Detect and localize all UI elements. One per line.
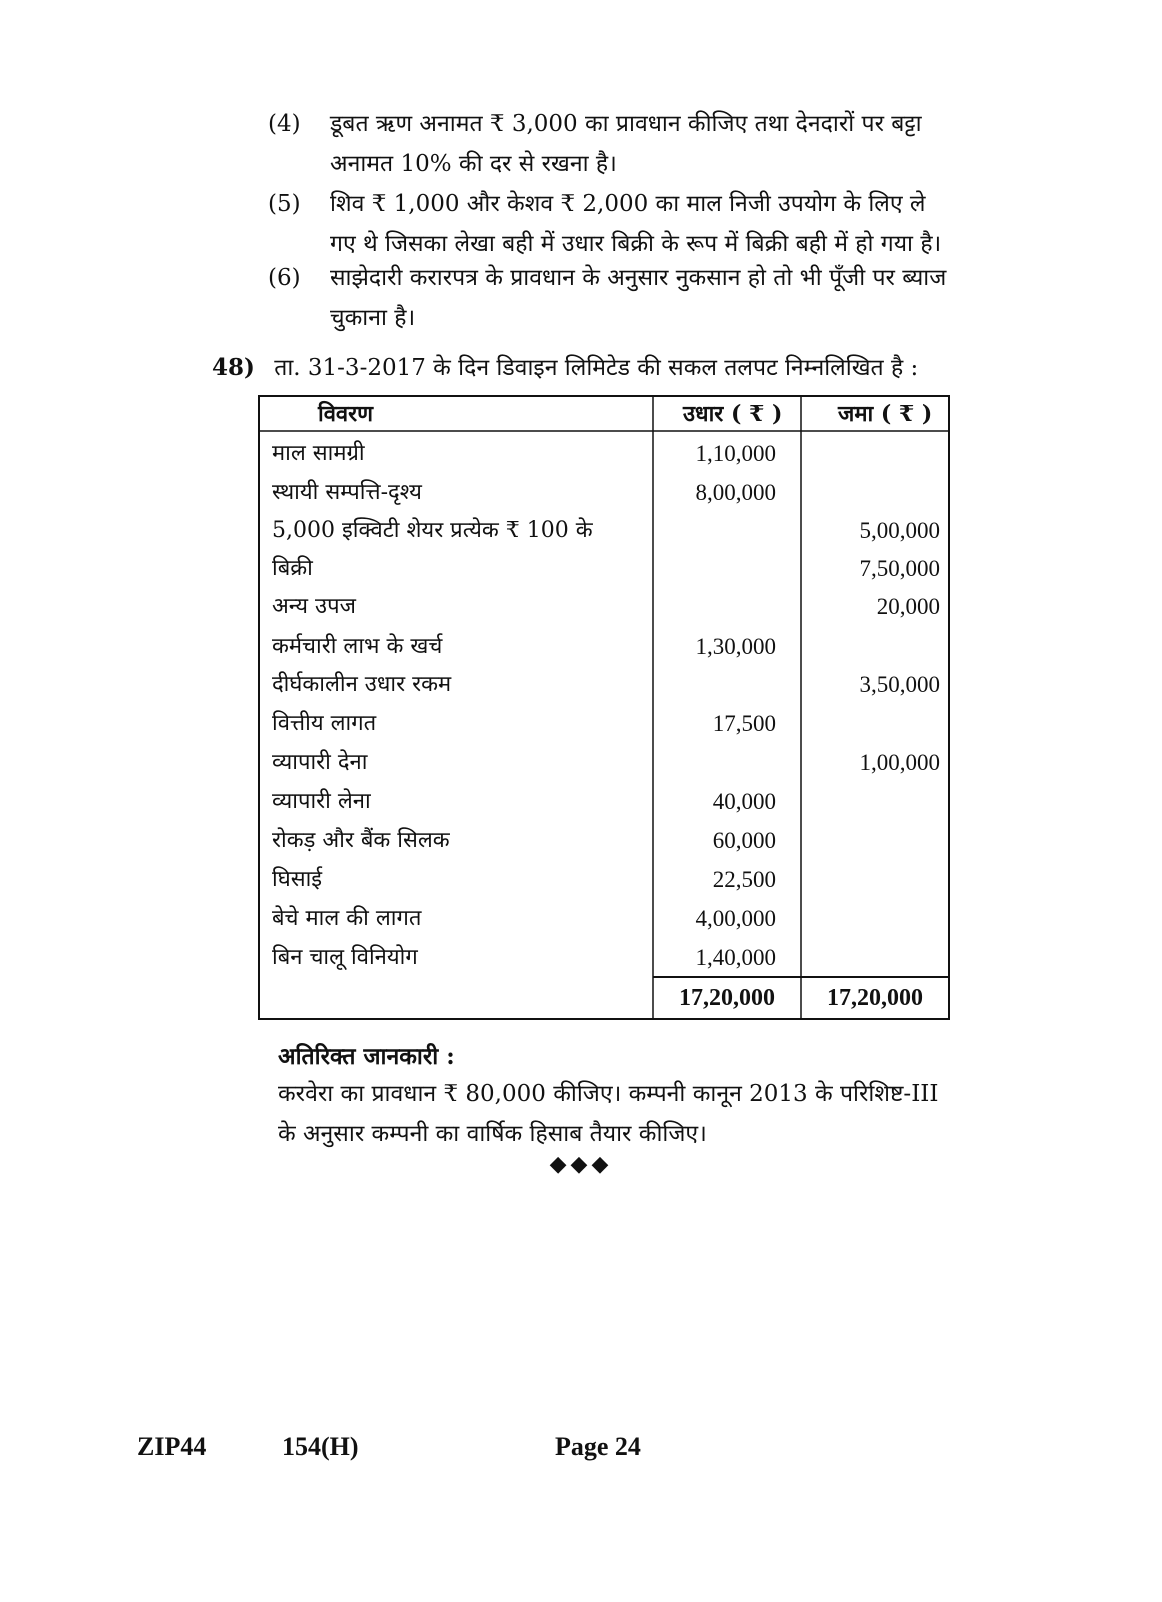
footer-paper-number: 154(H) <box>282 1432 359 1461</box>
row-label: घिसाई <box>272 867 323 892</box>
row-credit: 7,50,000 <box>859 556 940 581</box>
item-text: डूबत ऋण अनामत ₹ 3,000 का प्रावधान कीजिए तथा देनदारों पर बट्टा अनामत 10% की दर से रखना है। <box>330 111 922 177</box>
row-label: अन्य उपज <box>272 594 356 619</box>
row-debit: 8,00,000 <box>695 480 776 505</box>
row-label: व्यापारी लेना <box>272 789 371 814</box>
row-debit: 22,500 <box>712 867 776 892</box>
header-particulars: विवरण <box>318 401 374 427</box>
question-48 <box>212 350 918 386</box>
additional-info <box>278 1040 958 1154</box>
end-separator: ◆◆◆ <box>549 1152 613 1177</box>
trial-balance-table <box>258 395 950 1020</box>
row-credit: 3,50,000 <box>859 672 940 697</box>
item-number: (5) <box>268 191 301 217</box>
row-credit: 5,00,000 <box>859 518 940 543</box>
row-label: रोकड़ और बैंक सिलक <box>272 828 450 853</box>
row-debit: 17,500 <box>712 711 776 736</box>
footer-page-number: Page 24 <box>555 1432 641 1461</box>
row-debit: 1,30,000 <box>695 634 776 659</box>
header-credit: जमा ( ₹ ) <box>838 401 933 427</box>
row-label: कर्मचारी लाभ के खर्च <box>272 634 443 659</box>
row-debit: 1,40,000 <box>695 945 776 970</box>
item-text: साझेदारी करारपत्र के प्रावधान के अनुसार नुकसान हो तो भी पूँजी पर ब्याज चुकाना है। <box>330 265 947 331</box>
row-debit: 1,10,000 <box>695 441 776 466</box>
row-label: स्थायी सम्पत्ति-दृश्य <box>272 480 422 505</box>
total-credit: 17,20,000 <box>827 985 923 1011</box>
row-label: व्यापारी देना <box>272 750 368 775</box>
row-credit: 20,000 <box>876 594 940 619</box>
question-text: ता. 31-3-2017 के दिन डिवाइन लिमिटेड की सकल तलपट निम्नलिखित है : <box>274 355 919 381</box>
additional-info-title: अतिरिक्त जानकारी : <box>278 1043 455 1070</box>
row-label: बेचे माल की लागत <box>272 906 422 931</box>
item-number: (6) <box>268 265 301 291</box>
row-label: 5,000 इक्विटी शेयर प्रत्येक ₹ 100 के <box>272 518 593 543</box>
list-item-6 <box>268 258 948 338</box>
header-debit: उधार ( ₹ ) <box>683 401 783 427</box>
item-number: (4) <box>268 111 301 137</box>
footer-code: ZIP44 <box>137 1432 207 1461</box>
additional-info-text: करवेरा का प्रावधान ₹ 80,000 कीजिए। कम्पनी कानून 2013 के परिशिष्ट-III के अनुसार कम्पनी का वार्षिक हिसाब तैयार कीजिए। <box>278 1081 939 1147</box>
row-debit: 40,000 <box>712 789 776 814</box>
row-credit: 1,00,000 <box>859 750 940 775</box>
row-label: बिन चालू विनियोग <box>272 945 418 970</box>
row-label: दीर्घकालीन उधार रकम <box>272 672 452 697</box>
list-item-4 <box>268 104 948 184</box>
row-debit: 60,000 <box>712 828 776 853</box>
total-debit: 17,20,000 <box>679 985 775 1011</box>
question-number: 48) <box>212 354 255 381</box>
row-debit: 4,00,000 <box>695 906 776 931</box>
item-text: शिव ₹ 1,000 और केशव ₹ 2,000 का माल निजी उपयोग के लिए ले गए थे जिसका लेखा बही में उधार बिक्री के रूप में बिक्री बही में हो गया है। <box>330 191 942 257</box>
row-label: वित्तीय लागत <box>272 711 377 736</box>
row-label: माल सामग्री <box>272 441 365 466</box>
row-label: बिक्री <box>272 556 313 581</box>
list-item-5 <box>268 184 948 264</box>
